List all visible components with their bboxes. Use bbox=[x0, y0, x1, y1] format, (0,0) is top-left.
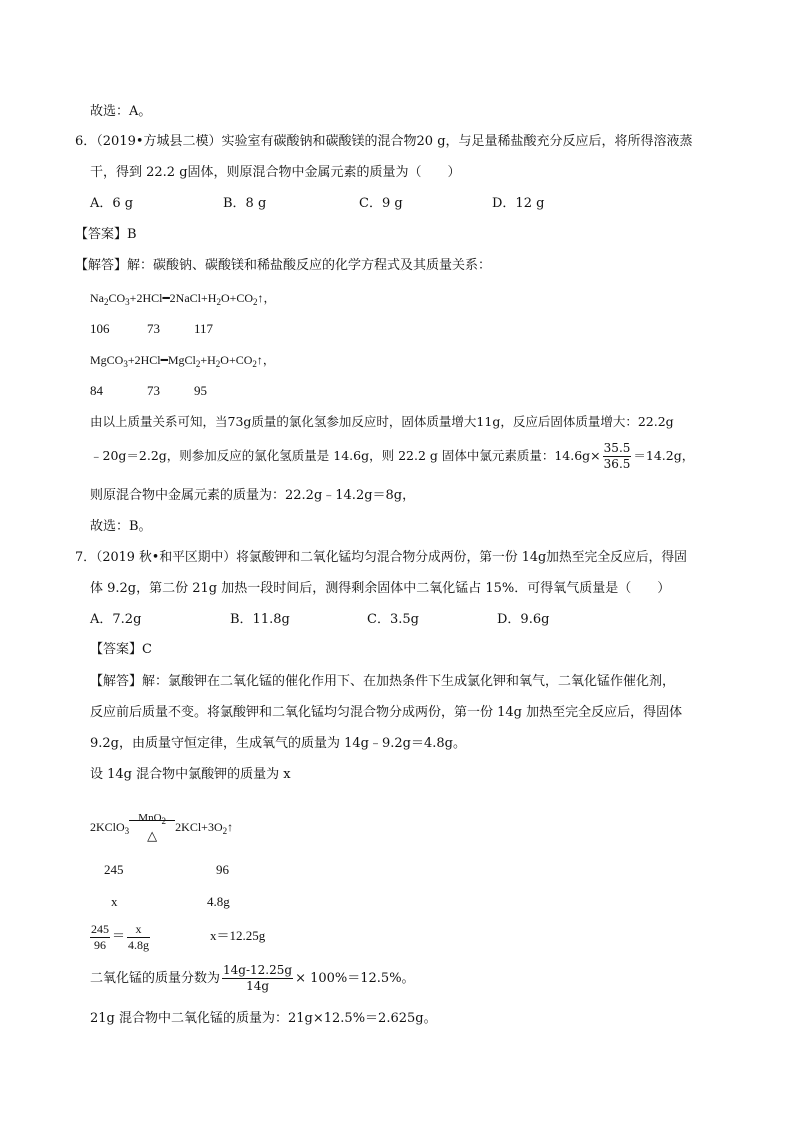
q7-analysis-line3: 9.2g，由质量守恒定律，生成氧气的质量为 14g﹣9.2g＝4.8g。 bbox=[90, 736, 466, 751]
mass-value: 96 bbox=[216, 862, 229, 877]
reaction-condition: MnO$_2$ △ bbox=[129, 807, 175, 837]
q6-stem-line2: 干，得到 22.2 g固体，则原混合物中金属元素的质量为（ ） bbox=[90, 165, 461, 180]
q5-select: 故选：A。 bbox=[90, 104, 152, 119]
q6-analysis: 【解答】解：碳酸钠、碳酸镁和稀盐酸反应的化学方程式及其质量关系： bbox=[75, 258, 492, 273]
mass-value: 84 bbox=[90, 383, 103, 398]
q7-stem-line2: 体 9.2g，第二份 21g 加热一段时间后，测得剩余固体中二氧化锰占 15%．可得氧气质量是（ ） bbox=[90, 581, 671, 596]
q7-let: 设 14g 混合物中氯酸钾的质量为 x bbox=[90, 767, 291, 782]
q6-equation-2: $MgCO_3+2HCl━MgCl_2+H_2O+CO_2↑$， bbox=[90, 353, 275, 369]
q6-stem-line1: 6．（2019•方城县二模）实验室有碳酸钠和碳酸镁的混合物20 g，与足量稀盐酸充分反应后，将所得溶液蒸 bbox=[75, 134, 693, 149]
mass-value: 245 bbox=[104, 862, 124, 877]
mass-value: 95 bbox=[194, 383, 207, 398]
q6-mass-row-1 bbox=[90, 320, 213, 338]
q6-options bbox=[90, 195, 592, 213]
q7-option-d: D．9.6g bbox=[497, 612, 550, 627]
q6-option-a: A．6 g bbox=[90, 196, 134, 211]
q6-option-b: B．8 g bbox=[223, 196, 267, 211]
q7-mass-row-2 bbox=[111, 893, 230, 911]
mass-value: x bbox=[111, 894, 118, 909]
q7-analysis-line2: 反应前后质量不变。将氯酸钾和二氧化锰均匀混合物分成两份，第一份 14g 加热至完全反应后，得固体 bbox=[90, 705, 683, 720]
q6-option-c: C．9 g bbox=[359, 196, 403, 211]
q6-mass-row-2 bbox=[90, 382, 207, 400]
q7-final: 21g 混合物中二氧化锰的质量为：21g×12.5%＝2.625g。 bbox=[90, 1011, 437, 1026]
q6-explain-line3: 则原混合物中金属元素的质量为：22.2g﹣14.2g＝8g， bbox=[90, 488, 416, 503]
fraction: $\frac{245}{96}$ bbox=[91, 921, 109, 952]
q7-option-b: B．11.8g bbox=[230, 612, 290, 627]
q7-stem-line1: 7．（2019 秋•和平区期中）将氯酸钾和二氧化锰均匀混合物分成两份，第一份 14g加热至完全反应后，得固 bbox=[75, 550, 687, 565]
q6-equation-1: $Na_2CO_3+2HCl━2NaCl+H_2O+CO_2↑$， bbox=[90, 291, 276, 307]
q6-explain-line1: 由以上质量关系可知，当73g质量的氯化氢参加反应时，固体质量增大11g，反应后固体质量增大：22.2g bbox=[90, 414, 674, 429]
q7-equation: 2KClO$_3$ MnO$_2$ △ $2KCl+3O_2↑$ bbox=[90, 807, 233, 846]
fraction: $\frac{14g-12.25g}{14g}$ bbox=[223, 963, 293, 993]
q7-option-a: A．7.2g bbox=[90, 612, 142, 627]
q7-answer: 【答案】C bbox=[90, 642, 152, 657]
fraction: $\frac{x}{4.8g}$ bbox=[128, 921, 150, 952]
q6-explain-line2: ﹣20g＝2.2g，则参加反应的氯化氢质量是 14.6g，则 22.2 g 固体中氯元素质量：14.6g× $\frac{35.5}{36.5}$ ＝14.2g， bbox=[90, 441, 695, 471]
q7-analysis-line1: 【解答】解：氯酸钾在二氧化锰的催化作用下、在加热条件下生成氯化钾和氧气，二氧化锰作催化剂， bbox=[90, 674, 676, 689]
mass-value: 117 bbox=[194, 321, 214, 336]
q7-options bbox=[90, 611, 597, 629]
mass-value: 106 bbox=[90, 321, 110, 336]
fraction: $\frac{35.5}{36.5}$ bbox=[603, 441, 631, 471]
mass-value: 4.8g bbox=[207, 894, 230, 909]
q7-mass-row-1 bbox=[104, 861, 229, 879]
q7-fraction-line: 二氧化锰的质量分数为 $\frac{14g-12.25g}{14g}$ × 100%＝12.5%。 bbox=[90, 963, 415, 993]
q7-ratio: $\frac{245}{96}$ ＝ $\frac{x}{4.8g}$ x＝12.25g bbox=[91, 921, 266, 952]
q6-option-d: D．12 g bbox=[492, 196, 545, 211]
q7-option-c: C．3.5g bbox=[367, 612, 419, 627]
q6-answer: 【答案】B bbox=[75, 227, 137, 242]
q6-select: 故选：B。 bbox=[90, 519, 152, 534]
mass-value: 73 bbox=[147, 321, 160, 336]
mass-value: 73 bbox=[147, 383, 160, 398]
